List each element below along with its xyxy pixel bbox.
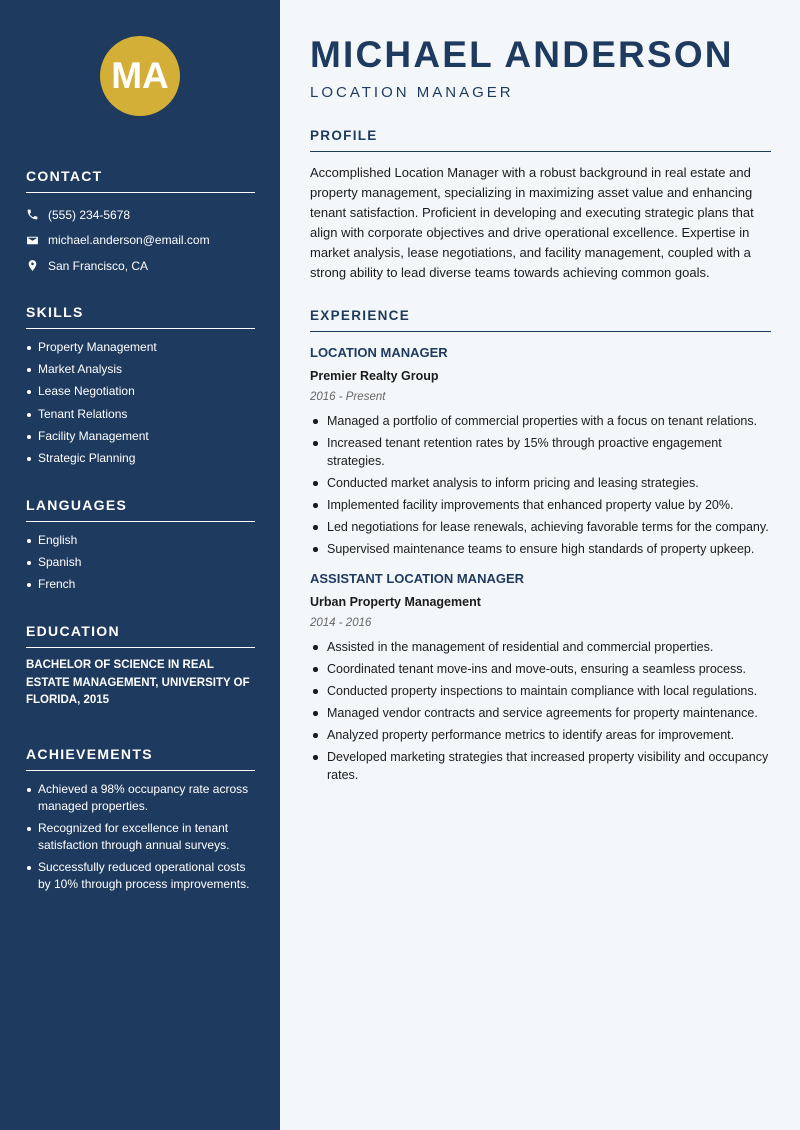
job-title: LOCATION MANAGER [310, 345, 448, 360]
language-item: Spanish [26, 554, 255, 571]
responsibility-item: Conducted property inspections to maintain compliance with local regulations. [310, 682, 771, 700]
phone-icon [26, 208, 39, 221]
job-company: Urban Property Management [310, 595, 481, 609]
skills-heading: SKILLS [26, 304, 255, 329]
experience-section [310, 308, 771, 788]
skills-section [26, 304, 255, 472]
contact-phone [26, 202, 255, 228]
education-degree: BACHELOR OF SCIENCE IN REAL ESTATE MANAGEMENT, UNIVERSITY OF FLORIDA, 2015 [26, 659, 250, 706]
location-pin-icon [26, 259, 39, 272]
skill-item: Market Analysis [26, 361, 255, 378]
responsibility-item: Assisted in the management of residential and commercial properties. [310, 638, 771, 656]
responsibility-item: Led negotiations for lease renewals, achieving favorable terms for the company. [310, 518, 771, 536]
sidebar [0, 0, 280, 1130]
avatar-initials: MA [111, 55, 169, 96]
email-icon [26, 234, 39, 247]
skill-item: Property Management [26, 339, 255, 356]
job-dates: 2016 - Present [310, 391, 386, 403]
achievement-item: Recognized for excellence in tenant satisfaction through annual surveys. [26, 820, 255, 854]
responsibility-item: Increased tenant retention rates by 15% through proactive engagement strategies. [310, 434, 771, 470]
responsibility-item: Analyzed property performance metrics to identify areas for improvement. [310, 726, 771, 744]
education-heading: EDUCATION [26, 623, 255, 648]
achievement-item: Successfully reduced operational costs by 10% through process improvements. [26, 859, 255, 893]
candidate-name: MICHAEL ANDERSON [310, 34, 734, 75]
responsibility-item: Developed marketing strategies that increased property visibility and occupancy rates. [310, 748, 771, 784]
candidate-role: LOCATION MANAGER [310, 84, 514, 101]
phone-text: (555) 234-5678 [48, 207, 131, 222]
responsibility-item: Conducted market analysis to inform pricing and leasing strategies. [310, 474, 771, 492]
profile-section [310, 128, 771, 283]
experience-heading: EXPERIENCE [310, 308, 771, 332]
responsibility-item: Supervised maintenance teams to ensure high standards of property upkeep. [310, 540, 771, 558]
skill-item: Strategic Planning [26, 450, 255, 467]
languages-heading: LANGUAGES [26, 497, 255, 522]
language-item: English [26, 532, 255, 549]
skill-item: Facility Management [26, 428, 255, 445]
avatar [100, 36, 180, 116]
achievements-heading: ACHIEVEMENTS [26, 746, 255, 771]
job-dates: 2014 - 2016 [310, 617, 372, 629]
contact-email [26, 228, 255, 254]
job-title: ASSISTANT LOCATION MANAGER [310, 571, 525, 586]
contact-heading: CONTACT [26, 168, 255, 193]
contact-section [26, 168, 255, 279]
language-item: French [26, 576, 255, 593]
profile-text: Accomplished Location Manager with a robust background in real estate and property management, specializing in maximizing asset value and enhancing tenant satisfaction. Proficient in developing and executing strategic plans that align with corporate objectives and drive operational excellence. Expertise in market analysis, lease negotiations, and facility management, coupled with a strong ability to lead diverse teams towards achieving common goals. [310, 165, 754, 280]
responsibility-item: Implemented facility improvements that enhanced property value by 20%. [310, 496, 771, 514]
languages-section [26, 497, 255, 599]
education-section [26, 623, 255, 710]
responsibility-item: Managed vendor contracts and service agreements for property maintenance. [310, 704, 771, 722]
email-text: michael.anderson@email.com [48, 233, 210, 248]
job-entry [310, 571, 771, 784]
skill-item: Tenant Relations [26, 406, 255, 423]
achievements-section [26, 746, 255, 898]
location-text: San Francisco, CA [48, 258, 149, 273]
responsibility-item: Managed a portfolio of commercial properties with a focus on tenant relations. [310, 412, 771, 430]
job-entry [310, 345, 771, 558]
responsibility-item: Coordinated tenant move-ins and move-outs, ensuring a seamless process. [310, 660, 771, 678]
job-company: Premier Realty Group [310, 369, 439, 383]
achievement-item: Achieved a 98% occupancy rate across managed properties. [26, 781, 255, 815]
profile-heading: PROFILE [310, 128, 771, 152]
skill-item: Lease Negotiation [26, 383, 255, 400]
contact-location [26, 253, 255, 279]
